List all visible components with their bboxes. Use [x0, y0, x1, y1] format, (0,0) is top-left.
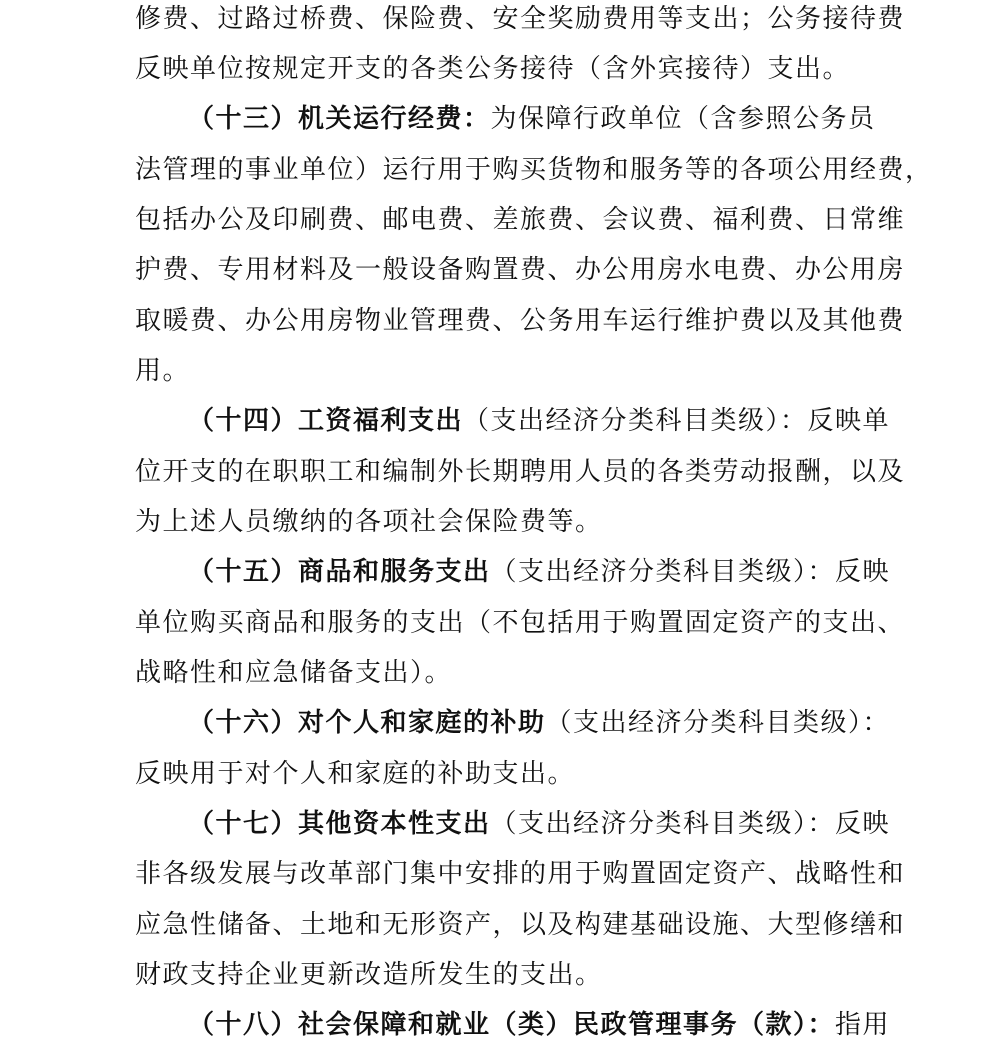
section-heading: （十三）机关运行经费：	[188, 104, 491, 134]
text-line: 单位购买商品和服务的支出（不包括用于购置固定资产的支出、	[135, 608, 906, 638]
section-15-heading-line: （十五）商品和服务支出（支出经济分类科目类级）：反映	[188, 557, 891, 587]
text-line: 战略性和应急储备支出）。	[135, 658, 453, 688]
text-line: 用。	[135, 356, 191, 386]
section-16-heading-line: （十六）对个人和家庭的补助（支出经济分类科目类级）：	[188, 708, 891, 738]
text-line: 位开支的在职职工和编制外长期聘用人员的各类劳动报酬，以及	[135, 457, 906, 487]
text-line: 为上述人员缴纳的各项社会保险费等。	[135, 507, 603, 537]
section-18-heading-line: （十八）社会保障和就业（类）民政管理事务（款）：指用	[188, 1010, 891, 1040]
section-heading: （十五）商品和服务支出	[188, 557, 491, 587]
text-line: 修费、过路过桥费、保险费、安全奖励费用等支出；公务接待费	[135, 4, 906, 34]
section-17-heading-line: （十七）其他资本性支出（支出经济分类科目类级）：反映	[188, 809, 891, 839]
text-line: 财政支持企业更新改造所发生的支出。	[135, 960, 603, 990]
text-line: 应急性储备、土地和无形资产，以及构建基础设施、大型修缮和	[135, 910, 906, 940]
section-heading: （十八）社会保障和就业（类）民政管理事务（款）：	[188, 1010, 836, 1040]
text-line: 法管理的事业单位）运行用于购买货物和服务等的各项公用经费，	[135, 155, 933, 185]
text-line: 取暖费、办公用房物业管理费、公务用车运行维护费以及其他费	[135, 306, 906, 336]
text-line: 包括办公及印刷费、邮电费、差旅费、会议费、福利费、日常维	[135, 205, 906, 235]
section-heading: （十七）其他资本性支出	[188, 809, 491, 839]
text-line: 反映用于对个人和家庭的补助支出。	[135, 759, 576, 789]
section-heading: （十四）工资福利支出	[188, 406, 464, 436]
text-line: 反映单位按规定开支的各类公务接待（含外宾接待）支出。	[135, 54, 851, 84]
section-14-heading-line: （十四）工资福利支出（支出经济分类科目类级）：反映单	[188, 406, 891, 436]
text-line: 非各级发展与改革部门集中安排的用于购置固定资产、战略性和	[135, 859, 906, 889]
section-13-heading-line: （十三）机关运行经费：为保障行政单位（含参照公务员	[188, 104, 876, 134]
section-heading: （十六）对个人和家庭的补助	[188, 708, 546, 738]
text-line: 护费、专用材料及一般设备购置费、办公用房水电费、办公用房	[135, 255, 906, 285]
